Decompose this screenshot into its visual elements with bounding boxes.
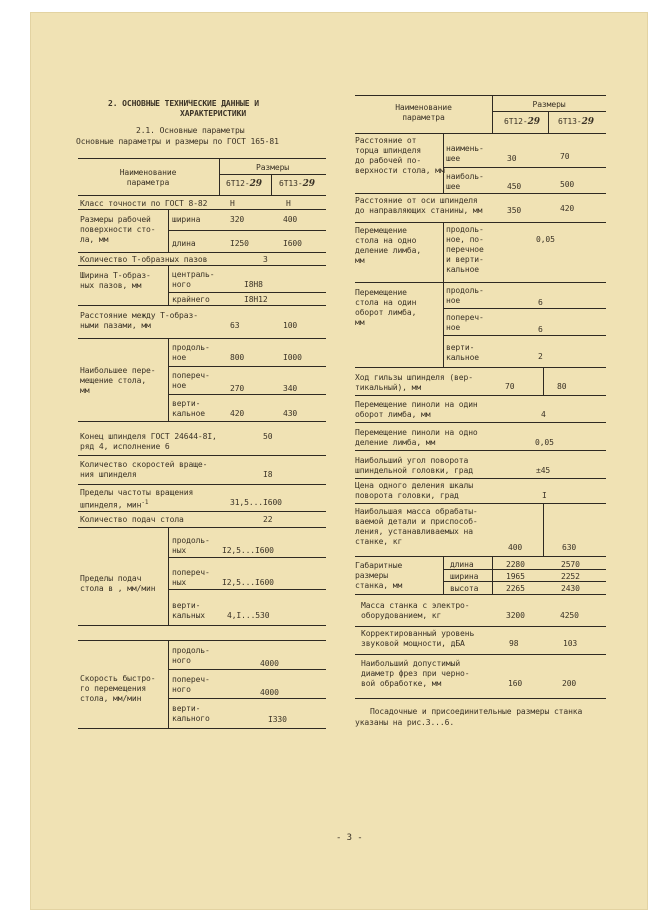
row-label: стола на один (355, 298, 417, 307)
row-label: Расстояние от (355, 136, 417, 145)
row-label: станка, мм (355, 581, 403, 590)
sub-label: продоль- (172, 536, 210, 545)
sub-label: ного (172, 656, 191, 665)
rule (355, 133, 606, 134)
row-label: оборудованием, кг (361, 611, 442, 620)
row-label: звуковой мощности, дБА (361, 639, 465, 648)
row-label: Перемещение (355, 288, 407, 297)
cell-value: 420 (230, 409, 245, 418)
row-label: Корректированный уровень (361, 629, 475, 638)
cell-value: 4,I...530 (227, 611, 270, 620)
cell-value: 100 (283, 321, 298, 330)
row-label: Наибольший угол поворота (355, 456, 469, 465)
rule (355, 367, 606, 368)
col-header-sizes: Размеры (255, 163, 289, 172)
rule (168, 698, 326, 699)
rule (78, 728, 326, 729)
footnote-cont: указаны на рис.3...6. (355, 718, 455, 727)
cell-value: 70 (560, 152, 570, 161)
row-label: станке, кг (355, 537, 403, 546)
sub-label: наимень- (446, 144, 484, 153)
row-label: ления, устанавливаемых на (355, 527, 473, 536)
cell-value: 3200 (506, 611, 525, 620)
row-label: Пределы частоты вращения (80, 488, 194, 497)
row-label: размеры (355, 571, 389, 580)
section-title: 2. ОСНОВНЫЕ ТЕХНИЧЕСКИЕ ДАННЫЕ И (108, 99, 259, 108)
rule (355, 698, 606, 699)
cell-value: 98 (509, 639, 519, 648)
sub-label: наиболь- (446, 172, 484, 181)
rule (355, 556, 606, 557)
rule (78, 305, 326, 306)
row-label: Ход гильзы шпинделя (вер- (355, 373, 473, 382)
row-label: деление лимба, (355, 246, 422, 255)
cell-value: I250 (230, 239, 249, 248)
rule (78, 511, 326, 512)
cell-value: 2430 (561, 584, 580, 593)
row-label: до рабочей по- (355, 156, 422, 165)
rule (78, 484, 326, 485)
rule (168, 292, 326, 293)
rule (355, 422, 606, 423)
cell-value: I8Н12 (244, 295, 268, 304)
sub-label: кальное (172, 409, 206, 418)
cell-value: 31,5...I600 (230, 498, 282, 507)
rule (355, 503, 606, 504)
rule (355, 95, 606, 96)
row-label: Размеры рабочей (80, 215, 151, 224)
cell-value: 103 (563, 639, 578, 648)
cell-value: 2280 (506, 560, 525, 569)
sub-label: высота (450, 584, 479, 593)
cell-value: 320 (230, 215, 245, 224)
cell-value: 50 (263, 432, 273, 441)
subsection-title: 2.1. Основные параметры (136, 126, 245, 135)
sub-label: и верти- (446, 255, 484, 264)
row-label: Габаритные (355, 561, 403, 570)
rule (443, 569, 606, 570)
cell-value: 80 (557, 382, 567, 391)
cell-value: Н (286, 199, 291, 208)
row-label: ваемой детали и приспособ- (355, 517, 478, 526)
cell-value: 630 (562, 543, 577, 552)
row-label: Масса станка с электро- (361, 601, 470, 610)
sub-label: ширина (450, 572, 479, 581)
rule (271, 174, 272, 195)
rule (78, 640, 326, 641)
col-header-name-cont: параметра (126, 178, 170, 187)
col-header-model-2: 6Т13-29 (558, 117, 594, 127)
cell-value: 1965 (506, 572, 525, 581)
row-label: мм (355, 256, 365, 265)
row-label: Расстояние между Т-образ- (80, 311, 198, 320)
sub-label: шее (446, 154, 461, 163)
cell-value: 420 (560, 204, 575, 213)
cell-value: 2252 (561, 572, 580, 581)
sub-label: ных (172, 546, 187, 555)
row-label: Количество скоростей враще- (80, 460, 208, 469)
rule (355, 222, 606, 223)
row-label: Наибольший допустимый (361, 659, 461, 668)
row-label: шпинделя, мин$^{-1}$ (80, 499, 149, 510)
page-number: - 3 - (336, 833, 363, 843)
row-label: Количество Т-образных пазов (80, 255, 208, 264)
row-label: стола, мм/мин (80, 694, 142, 703)
sub-label: длина (450, 560, 474, 569)
row-label: Расстояние от оси шпинделя (355, 196, 478, 205)
rule (78, 455, 326, 456)
sub-label: ных (172, 578, 187, 587)
col-header-sizes: Размеры (532, 100, 566, 109)
sub-label: ное (172, 381, 187, 390)
rule (168, 669, 326, 670)
rule (78, 338, 326, 339)
row-label: Конец шпинделя ГОСТ 24644-8I, (80, 432, 217, 441)
footnote: Посадочные и присоединительные размеры станка (370, 707, 583, 716)
rule (443, 556, 444, 594)
sub-label: продоль- (446, 225, 484, 234)
sub-label: крайнего (172, 295, 210, 304)
col-header-model-1: 6Т12-29 (226, 179, 262, 189)
rule (78, 209, 326, 210)
cell-value: 4250 (560, 611, 579, 620)
cell-value: 2570 (561, 560, 580, 569)
col-header-name-cont: параметра (402, 113, 445, 122)
cell-value: 430 (283, 409, 298, 418)
row-label: деление лимба, мм (355, 438, 436, 447)
sub-label: верти- (446, 343, 475, 352)
rule (78, 195, 326, 196)
cell-value: 160 (508, 679, 523, 688)
sub-label: ное, по- (446, 235, 484, 244)
cell-value: 0,05 (536, 235, 555, 244)
rule (355, 450, 606, 451)
rule (168, 589, 326, 590)
rule (492, 111, 606, 112)
sub-label: перечное (446, 245, 484, 254)
table-subtitle: Основные параметры и размеры по ГОСТ 165-81 (76, 137, 279, 146)
sub-label: ного (172, 685, 191, 694)
rule (355, 594, 606, 595)
cell-value: 400 (508, 543, 523, 552)
cell-value: 4000 (260, 688, 279, 697)
col-header-name: Наименование (395, 103, 452, 112)
rule (168, 338, 169, 421)
cell-value: ±45 (536, 466, 551, 475)
sub-label: верти- (172, 704, 201, 713)
rule (492, 556, 493, 594)
row-label: Перемещение (355, 226, 407, 235)
rule (168, 265, 169, 305)
sub-label: попереч- (172, 675, 210, 684)
cell-value: I8 (263, 470, 273, 479)
cell-value: 4000 (260, 659, 279, 668)
cell-value: I (542, 491, 547, 500)
rule (355, 395, 606, 396)
rule (78, 625, 326, 626)
cell-value: 270 (230, 384, 245, 393)
row-label: мещение стола, (80, 376, 147, 385)
cell-value: 2 (538, 352, 543, 361)
sub-label: ное (446, 323, 461, 332)
rule (355, 282, 606, 283)
rule (78, 421, 326, 422)
row-label: оборот лимба, (355, 308, 417, 317)
row-label: верхности стола, мм (355, 166, 445, 175)
row-label: Пределы подач (80, 574, 142, 583)
cell-value: 6 (538, 298, 543, 307)
row-label: поверхности сто- (80, 225, 156, 234)
rule (443, 167, 606, 168)
rule (355, 654, 606, 655)
rule (548, 111, 549, 133)
rule (443, 133, 444, 193)
cell-value: 63 (230, 321, 240, 330)
sub-label: попереч- (446, 313, 484, 322)
rule (543, 503, 544, 556)
rule (168, 557, 326, 558)
sub-label: верти- (172, 601, 201, 610)
row-label: мм (80, 386, 90, 395)
row-label: торца шпинделя (355, 146, 422, 155)
row-label: тикальный), мм (355, 383, 422, 392)
rule (443, 581, 606, 582)
cell-value: I330 (268, 715, 287, 724)
row-label: шпиндельной головки, град (355, 466, 473, 475)
row-label: го перемещения (80, 684, 147, 693)
rule (168, 640, 169, 728)
rule (443, 335, 606, 336)
cell-value: 350 (507, 206, 522, 215)
rule (168, 394, 326, 395)
sub-label: попереч- (172, 568, 210, 577)
sub-label: ное (446, 296, 461, 305)
sub-label: продоль- (172, 343, 210, 352)
rule (168, 230, 326, 231)
rule (78, 527, 326, 528)
cell-value: 500 (560, 180, 575, 189)
row-label: Класс точности по ГОСТ 8-82 (80, 199, 208, 208)
cell-value: 6 (538, 325, 543, 334)
cell-value: 800 (230, 353, 245, 362)
rule (219, 174, 326, 175)
sub-label: кальное (446, 265, 480, 274)
sub-label: кальных (172, 611, 206, 620)
cell-value: 22 (263, 515, 273, 524)
row-label: ния шпинделя (80, 470, 137, 479)
cell-value: 70 (505, 382, 515, 391)
cell-value: I2,5...I600 (222, 578, 274, 587)
sub-label: продоль- (446, 286, 484, 295)
cell-value: 0,05 (535, 438, 554, 447)
sub-label: продоль- (172, 646, 210, 655)
section-title-cont: ХАРАКТЕРИСТИКИ (180, 109, 247, 118)
rule (355, 193, 606, 194)
rule (168, 366, 326, 367)
row-label: вой обработке, мм (361, 679, 442, 688)
cell-value: 450 (507, 182, 522, 191)
row-label: ными пазами, мм (80, 321, 151, 330)
rule (168, 527, 169, 625)
rule (443, 308, 606, 309)
col-header-model-1: 6Т12-29 (504, 117, 540, 127)
sub-label: ного (172, 280, 191, 289)
row-label: стола на одно (355, 236, 417, 245)
cell-value: 4 (541, 410, 546, 419)
cell-value: 2265 (506, 584, 525, 593)
sub-label: ное (172, 353, 187, 362)
sub-label: попереч- (172, 371, 210, 380)
cell-value: 400 (283, 215, 298, 224)
sub-label: кальное (446, 353, 480, 362)
document-page (30, 12, 648, 910)
row-label: Наибольшая масса обрабаты- (355, 507, 478, 516)
row-label: ла, мм (80, 235, 109, 244)
cell-value: I2,5...I600 (222, 546, 274, 555)
row-label: стола в , мм/мин (80, 584, 156, 593)
sub-label: шее (446, 182, 461, 191)
sub-label: верти- (172, 399, 201, 408)
sub-label: кального (172, 714, 210, 723)
rule (78, 158, 326, 159)
cell-value: I8Н8 (244, 280, 263, 289)
sub-label: централь- (172, 270, 215, 279)
row-label: ряд 4, исполнение 6 (80, 442, 170, 451)
row-label: диаметр фрез при черно- (361, 669, 470, 678)
row-label: Наибольшее пере- (80, 366, 156, 375)
row-label: оборот лимба, мм (355, 410, 431, 419)
row-label: Цена одного деления шкалы (355, 481, 473, 490)
cell-value: 200 (562, 679, 577, 688)
cell-value: I600 (283, 239, 302, 248)
rule (355, 478, 606, 479)
row-label: Ширина Т-образ- (80, 271, 151, 280)
col-header-name: Наименование (119, 168, 177, 177)
cell-value: Н (230, 199, 235, 208)
rule (78, 252, 326, 253)
rule (355, 626, 606, 627)
row-label: Скорость быстро- (80, 674, 156, 683)
col-header-model-2: 6Т13-29 (279, 179, 315, 189)
rule (543, 367, 544, 395)
row-label: ных пазов, мм (80, 281, 142, 290)
row-label: поворота головки, град (355, 491, 459, 500)
sub-label: длина (172, 239, 196, 248)
sub-label: ширина (172, 215, 201, 224)
row-label: мм (355, 318, 365, 327)
rule (443, 222, 444, 367)
cell-value: 30 (507, 154, 517, 163)
rule (78, 265, 326, 266)
cell-value: 3 (263, 255, 268, 264)
row-label: до направляющих станины, мм (355, 206, 483, 215)
row-label: Перемещение пиноли на один (355, 400, 478, 409)
cell-value: I000 (283, 353, 302, 362)
row-label: Перемещение пиноли на одно (355, 428, 478, 437)
cell-value: 340 (283, 384, 298, 393)
row-label: Количество подач стола (80, 515, 184, 524)
